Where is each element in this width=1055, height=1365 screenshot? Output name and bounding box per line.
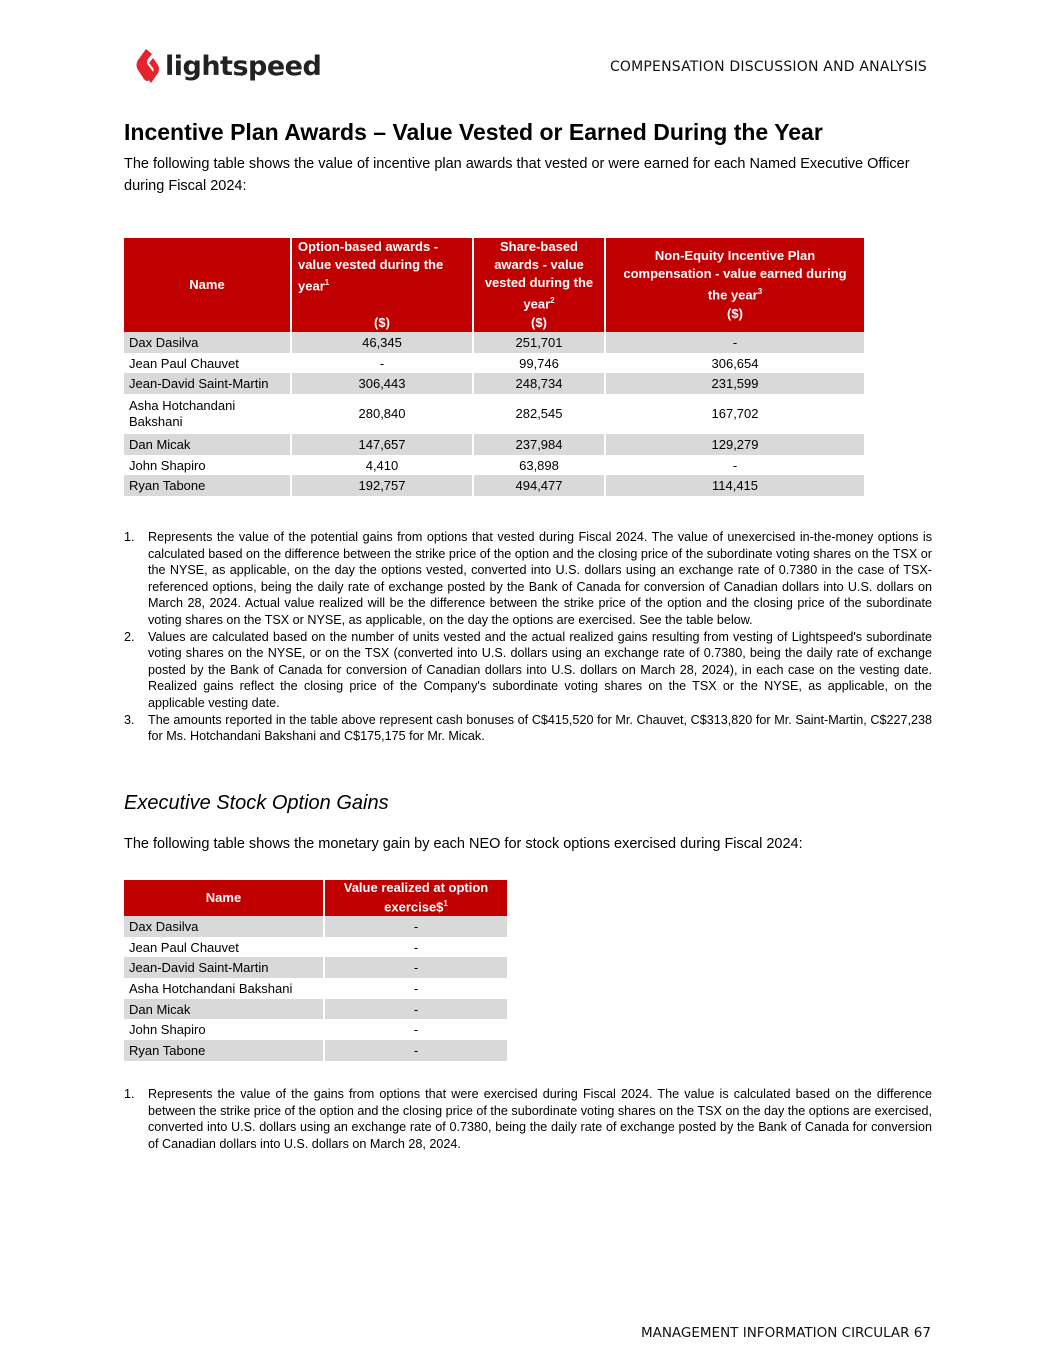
- table-row: [124, 957, 507, 978]
- cell-name: Jean Paul Chauvet: [124, 353, 291, 374]
- cell-share-value: 237,984: [473, 434, 605, 455]
- table-row: [124, 1040, 507, 1061]
- cell-share-value: 282,545: [473, 394, 605, 434]
- cell-option-value: 306,443: [291, 373, 473, 394]
- cell-name: Ryan Tabone: [124, 1040, 324, 1061]
- column-header-share-awards: Share-based awards - value vested during the year$^2$ ($): [473, 238, 605, 332]
- awards-footnotes: [124, 529, 932, 745]
- cell-nonequity-value: 129,279: [605, 434, 864, 455]
- cell-share-value: 494,477: [473, 475, 605, 496]
- section-subtitle: Executive Stock Option Gains: [124, 792, 389, 814]
- column-header-value-realized: Value realized at option exercise\$$^1$: [324, 880, 507, 916]
- cell-option-value: 280,840: [291, 394, 473, 434]
- cell-value-realized: -: [324, 1040, 507, 1061]
- column-header-option-awards: Option-based awards - value vested during the year$^1$ ($): [291, 238, 473, 332]
- cell-value-realized: -: [324, 916, 507, 937]
- table-row: [124, 394, 864, 434]
- cell-nonequity-value: 231,599: [605, 373, 864, 394]
- option-gains-table: [124, 880, 507, 1061]
- cell-nonequity-value: -: [732, 457, 738, 473]
- page-footer: MANAGEMENT INFORMATION CIRCULAR 67: [640, 1325, 931, 1341]
- company-logo: [135, 48, 321, 84]
- footnote: 1. Represents the value of the gains from options that were exercised during Fiscal 2024. The value is calculated based on the difference between the strike price of the option and the closing price of the subordinate voting shares on the TSX on the day the options are exercised, converted into U.S. dollars using an exchange rate of 0.7380, being the daily rate of exchange posted by the Bank of Canada for conversion of Canadian dollars into U.S. dollars on March 28, 2024.: [124, 1087, 932, 1151]
- cell-name: Ryan Tabone: [124, 475, 291, 496]
- table-row: [124, 353, 864, 374]
- cell-name: Jean Paul Chauvet: [124, 937, 324, 958]
- cell-value-realized: -: [324, 999, 507, 1020]
- cell-option-value: 46,345: [291, 332, 473, 353]
- cell-nonequity-value: -: [605, 332, 864, 353]
- table-row: [124, 937, 507, 958]
- footnote: 1. Represents the value of the potential gains from options that vested during Fiscal 2024. The value of unexercised in-the-money options is calculated based on the difference between the strike price of the option and the closing price of the subordinate voting shares on the TSX or the NYSE, as applicable, on the day the options vested, converted into U.S. dollars using an exchange rate of 0.7380 in the case of TSX-referenced options, being the daily rate of exchange posted by the Bank of Canada for conversion of Canadian dollars into U.S. dollars on March 28, 2024. Actual value realized will be the difference between the strike price of the option and the closing price of the subordinate voting shares on the TSX or NYSE, as applicable, on the day the options are exercised. See the table below.: [124, 530, 932, 627]
- cell-name: Dax Dasilva: [124, 916, 324, 937]
- cell-option-value: 147,657: [291, 434, 473, 455]
- column-header-name: Name: [124, 238, 291, 332]
- table-row: [124, 455, 864, 476]
- column-header-name: Name: [124, 880, 324, 916]
- intro-paragraph: The following table shows the value of incentive plan awards that vested or were earned for each Named Executive Officer during Fiscal 2024:: [124, 156, 910, 194]
- cell-share-value: 63,898: [473, 455, 605, 476]
- cell-name: Jean-David Saint-Martin: [124, 957, 324, 978]
- cell-name: Asha Hotchandani Bakshani: [124, 394, 291, 434]
- cell-value-realized: -: [413, 939, 419, 955]
- cell-option-value: 192,757: [291, 475, 473, 496]
- footnote: 3. The amounts reported in the table above represent cash bonuses of C$415,520 for Mr. Chauvet, C$313,820 for Mr. Saint-Martin, C$227,238 for Ms. Hotchandani Bakshani and C$175,175 for Mr. Micak.: [124, 712, 932, 744]
- cell-option-value: -: [291, 353, 473, 374]
- cell-name: Asha Hotchandani Bakshani: [124, 978, 324, 999]
- cell-name: John Shapiro: [124, 1019, 324, 1040]
- table-row: [124, 475, 864, 496]
- table-header-row: [124, 238, 864, 332]
- cell-share-value: 251,701: [473, 332, 605, 353]
- cell-share-value: 248,734: [473, 373, 605, 394]
- page-title: Incentive Plan Awards – Value Vested or Earned During the Year: [124, 119, 823, 145]
- cell-nonequity-value: 167,702: [711, 406, 759, 422]
- table-row: [124, 1019, 507, 1040]
- table-row: [124, 373, 864, 394]
- table-header-row: [124, 880, 507, 916]
- cell-value-realized: -: [413, 980, 419, 996]
- cell-nonequity-value: 306,654: [711, 355, 759, 371]
- cell-value-realized: -: [413, 1022, 419, 1038]
- table-row: [124, 434, 864, 455]
- cell-name: Dan Micak: [124, 999, 324, 1020]
- cell-name: Dax Dasilva: [124, 332, 291, 353]
- cell-name: Jean-David Saint-Martin: [124, 373, 291, 394]
- cell-value-realized: -: [324, 957, 507, 978]
- table-row: [124, 978, 507, 999]
- flame-icon: [135, 48, 161, 84]
- gains-footnotes: [124, 1086, 932, 1152]
- logo-wordmark: lightspeed: [165, 50, 322, 82]
- incentive-awards-table: [124, 238, 864, 496]
- cell-name: Dan Micak: [124, 434, 291, 455]
- table-row: [124, 332, 864, 353]
- cell-option-value: 4,410: [291, 455, 473, 476]
- section-header: COMPENSATION DISCUSSION AND ANALYSIS: [609, 59, 927, 75]
- column-header-non-equity: Non-Equity Incentive Plan compensation - value earned during the year$^3$ ($): [605, 238, 864, 332]
- cell-share-value: 99,746: [473, 353, 605, 374]
- cell-name: John Shapiro: [124, 455, 291, 476]
- table-row: [124, 916, 507, 937]
- gains-intro: The following table shows the monetary gain by each NEO for stock options exercised during Fiscal 2024:: [124, 836, 803, 852]
- table-row: [124, 999, 507, 1020]
- footnote: 2. Values are calculated based on the number of units vested and the actual realized gains resulting from vesting of Lightspeed's subordinate voting shares on the NYSE, or on the TSX (converted into U.S. dollars using an exchange rate of 0.7380, being the daily rate of exchange posted by the Bank of Canada for conversion of Canadian dollars into U.S. dollars on March 28, 2024), in each case on the vesting date. Realized gains reflect the closing price of the Company's subordinate voting shares on the TSX or the NYSE, as applicable, on the applicable vesting date.: [124, 629, 932, 710]
- cell-nonequity-value: 114,415: [605, 475, 864, 496]
